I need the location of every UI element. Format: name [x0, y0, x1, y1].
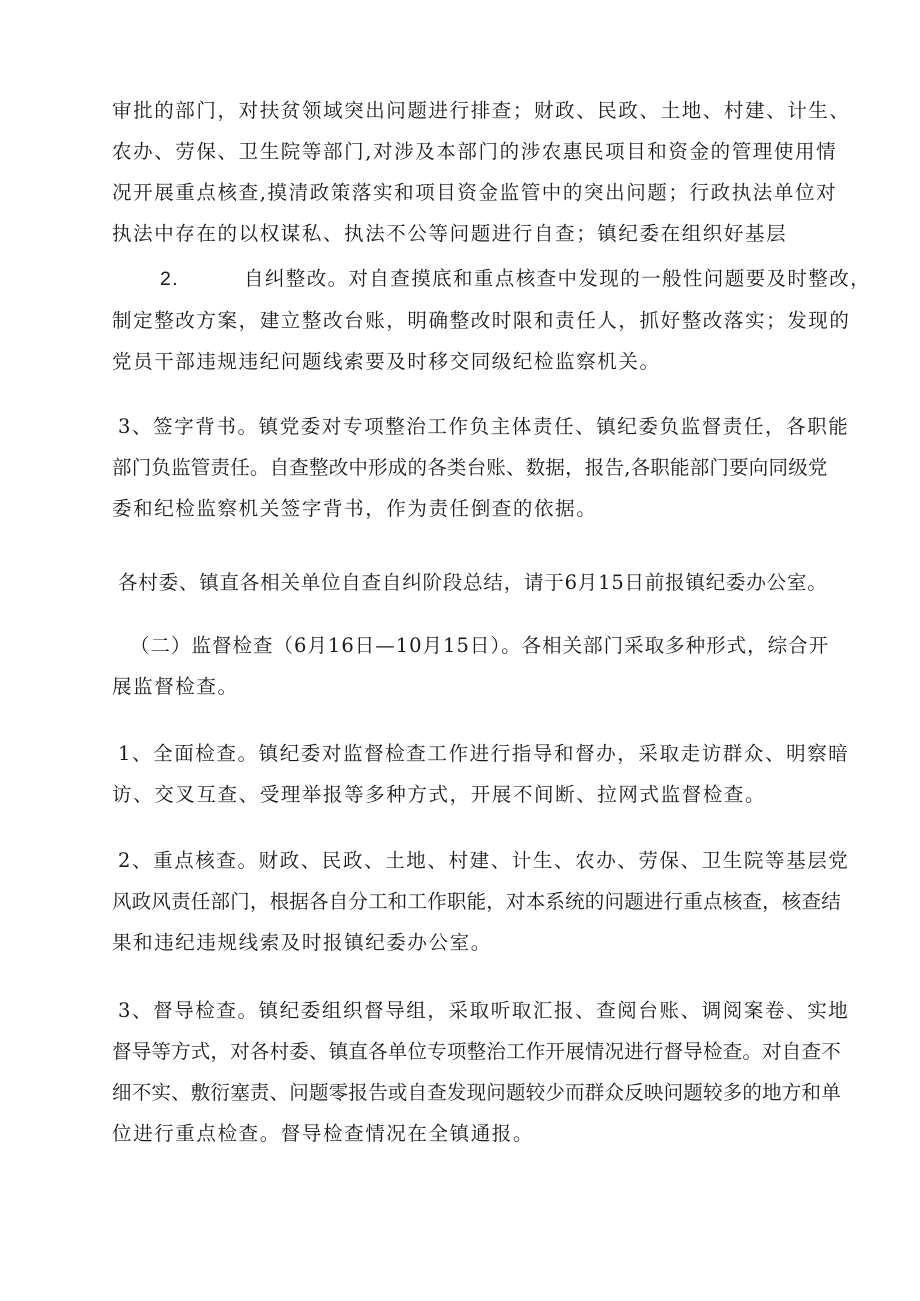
paragraph-2-line-3: 党员干部违规违纪问题线索要及时移交同级纪检监察机关。: [112, 350, 661, 373]
paragraph-8-line-2: 督导等方式，对各村委、镇直各单位专项整治工作开展情况进行督导检查。对自查不: [112, 1040, 841, 1063]
paragraph-1-line-2: 农办、劳保、卫生院等部门,对涉及本部门的涉农惠民项目和资金的管理使用情: [112, 140, 838, 163]
paragraph-4-line-1: 各村委、镇直各相关单位自查自纠阶段总结，请于6月15日前报镇纪委办公室。: [118, 571, 828, 594]
paragraph-6: [112, 733, 872, 815]
paragraph-3-line-1: 3、签字背书。镇党委对专项整治工作负主体责任、镇纪委负监督责任，各职能: [118, 415, 850, 438]
paragraph-2-number: 2.: [160, 268, 180, 290]
paragraph-8: [112, 990, 872, 1154]
paragraph-7-line-3: 果和违纪违规线索及时报镇纪委办公室。: [112, 931, 492, 954]
paragraph-7-line-1: 2、重点核查。财政、民政、土地、村建、计生、农办、劳保、卫生院等基层党: [118, 849, 850, 872]
paragraph-8-line-3: 细不实、敷衍塞责、问题零报告或自查发现问题较少而群众反映问题较多的地方和单: [112, 1081, 841, 1104]
paragraph-3: [112, 406, 872, 529]
paragraph-6-line-2: 访、交叉互查、受理举报等多种方式，开展不间断、拉网式监督检查。: [112, 783, 767, 806]
paragraph-2-line-1-text: 自纠整改。对自查摸底和重点核查中发现的一般性问题要及时整改，: [244, 267, 872, 290]
paragraph-5: [112, 625, 872, 707]
paragraph-7: [112, 840, 872, 963]
paragraph-2: [112, 258, 872, 382]
paragraph-8-line-1: 3、督导检查。镇纪委组织督导组，采取听取汇报、查阅台账、调阅案卷、实地: [118, 999, 850, 1022]
paragraph-3-line-3: 委和纪检监察机关签字背书，作为责任倒查的依据。: [112, 497, 598, 520]
paragraph-8-line-4: 位进行重点检查。督导检查情况在全镇通报。: [112, 1122, 535, 1145]
paragraph-5-line-1: （二）监督检查（6月16日—10月15日）。各相关部门采取多种形式，综合开: [130, 634, 830, 657]
paragraph-1-line-3: 况开展重点核查,摸清政策落实和项目资金监管中的突出问题；行政执法单位对: [112, 181, 838, 204]
paragraph-4: [112, 562, 872, 603]
paragraph-7-line-2: 风政风责任部门，根据各自分工和工作职能，对本系统的问题进行重点核查，核查结: [112, 890, 841, 913]
paragraph-2-line-1: [160, 258, 872, 300]
paragraph-5-line-2: 展监督检查。: [112, 675, 239, 698]
paragraph-1-line-4: 执法中存在的以权谋私、执法不公等问题进行自查；镇纪委在组织好基层: [112, 222, 788, 245]
paragraph-2-line-2: 制定整改方案，建立整改台账，明确整改时限和责任人，抓好整改落实；发现的: [112, 309, 851, 332]
paragraph-3-line-2: 部门负监管责任。自查整改中形成的各类台账、数据，报告,各职能部门要向同级党: [112, 456, 828, 479]
paragraph-6-line-1: 1、全面检查。镇纪委对监督检查工作进行指导和督办，采取走访群众、明察暗: [118, 742, 850, 765]
paragraph-1: [112, 90, 872, 254]
paragraph-1-line-1: 审批的部门，对扶贫领域突出问题进行排查；财政、民政、土地、村建、计生、: [112, 99, 851, 122]
